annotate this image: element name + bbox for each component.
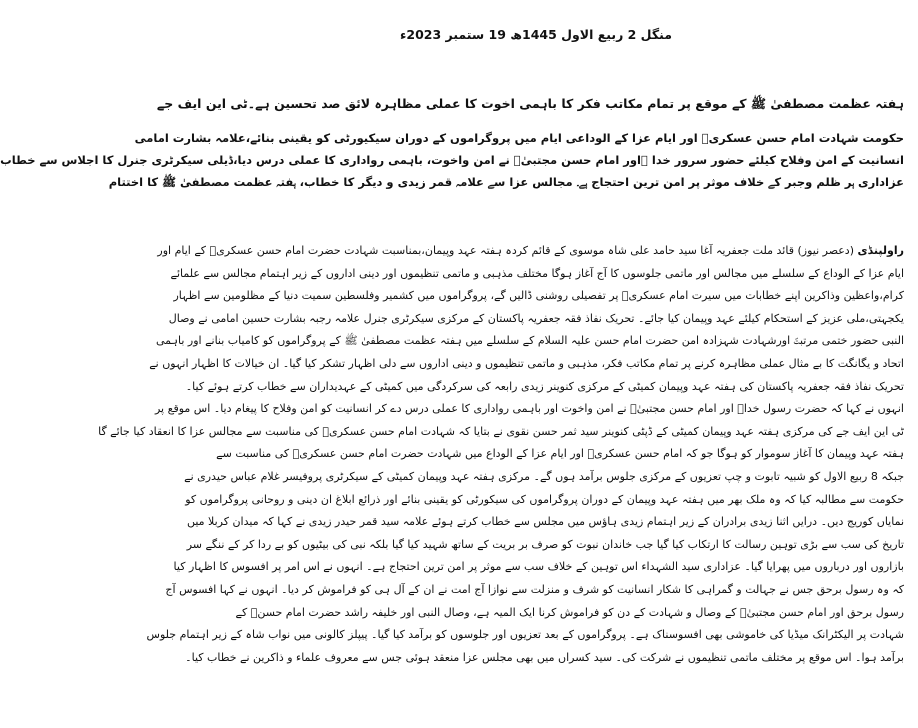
article-line: اتحاد و یگانگت کا بے مثال عملی مظاہرہ کرنے پر تمام مکاتب فکر، مذہبی و ماتمی تنظیموں و دینی اداروں سے دلی اظہار تشکر کیا گیا۔ ان خیالات کا اظہار انہوں نے xyxy=(149,356,904,370)
article-line: ہفتہ عہد وپیمان کا آغاز سوموار کو ہوگا جو کہ امام حسن عسکریؑ اور ایام عزا کے الوداع میں شہادت حضرت امام حسن عسکریؑ کی مناسبت سے xyxy=(216,447,904,461)
article-line: ایام عزا کے الوداع کے سلسلے میں مجالس اور ماتمی جلوسوں کا آج آغاز ہوگا مختلف مذہبی و ماتمی تنظیموں اور دینی اداروں کے زیر اہتمام مجالس سے علمائے xyxy=(170,266,904,280)
article-line-first xyxy=(157,240,904,263)
article-line: تاریخ کی سب سے بڑی توہین رسالت کا ارتکاب کیا گیا جب خاندان نبوت کو صرف بر بریت کے ساتھ شہید کیا گیا بلکہ نبی کی بیٹیوں کو بے ردا کر کے ننگے سر xyxy=(186,537,904,551)
subheadline-line: عزاداری ہر ظلم وجبر کے خلاف موثر پر امن ترین احتجاج ہے۔ مجالس عزا سے علامہ قمر زیدی و دیگر کا خطاب، ہفتہ عظمت مصطفیٰ ﷺ کا اختتام xyxy=(108,175,904,189)
article-line: انہوں نے کہا کہ حضرت رسول خداؐ اور امام حسن مجتبیٰؑ نے امن واخوت اور باہمی رواداری کا عملی درس دے کر انسانیت کو امن وفلاح کا پیغام دیا۔ اس موقع پر xyxy=(154,402,904,416)
subheadline-line: حکومت شہادت امام حسن عسکریؑ اور ایام عزا کے الوداعی ایام میں پروگراموں کے دوران سیکیورٹی کو یقینی بنائے،علامہ بشارت امامی xyxy=(134,131,904,145)
article-line: کرام،واعظین وذاکرین اپنے خطابات میں سیرت امام عسکریؑ پر تفصیلی روشنی ڈالیں گے، پروگراموں میں کشمیر وفلسطین سمیت دنیا کے مظلومین سے اظہار xyxy=(173,289,904,303)
article-line: النبی حضور ختمی مرتبتؐ اورشہادت شہزادہ امن حضرت امام حسن علیہ السلام کے سلسلے میں ہفتہ عظمت مصطفیٰ ﷺ کے پروگراموں کو کامیاب بنانے اور باہمی xyxy=(156,334,904,348)
article-line: تحریک نفاذ فقہ جعفریہ پاکستان کی ہفتہ عہد وپیمان کمیٹی کے مرکزی کنوینر زیدی رابعہ کی سرکردگی میں کمیٹی کے عہدیداران سے خطاب کرتے ہوئے کیا۔ xyxy=(185,379,904,393)
article-line: بازاروں اور درباروں میں پھرایا گیا۔ عزاداری سید الشہداء اس توہین کے خلاف سب سے موثر پر امن ترین احتجاج ہے۔ انہوں نے اس امر پر افسوس کا اظہار کیا xyxy=(173,560,904,574)
headline: ہفتہ عظمت مصطفیٰ ﷺ کے موقع پر تمام مکاتب فکر کا باہمی اخوت کا عملی مظاہرہ لائق صد تحسین ہے۔ٹی این ایف جے xyxy=(156,96,904,111)
place-name: راولپنڈی xyxy=(857,244,904,257)
article-line: یکجہتی،ملی عزیز کے استحکام کیلئے عہد وپیمان کیا جائے۔ تحریک نفاذ فقہ جعفریہ پاکستان کے مرکزی سیکرٹری جنرل علامہ رجبہ بشارت حسین امامی نے وصال xyxy=(168,311,904,325)
article-body xyxy=(98,240,904,669)
article-line: رسول برحق اور امام حسن مجتبیٰؑ کے وصال و شہادت کے دن کو فراموش کرنا ایک المیہ ہے، وصال النبی اور خلیفہ راشد حضرت امام حسنؑ کے xyxy=(235,605,904,619)
article-line: کہ وہ رسول برحق جس نے جہالت و گمراہی کا شکار انسانیت کو شرف و منزلت سے نوازا آج امت نے ان کے آل ہی کو فراموش کر دیا۔ انہوں نے کہا افسوس آج xyxy=(165,582,904,596)
article-line: برآمد ہوا۔ اس موقع پر مختلف ماتمی تنظیموں نے شرکت کی۔ سید کسراں میں بھی مجلس عزا منعقد ہوئی جس سے معروف علماء و ذاکرین نے خطاب کیا۔ xyxy=(185,650,904,664)
subheadlines xyxy=(0,127,904,193)
subheadline-line: انسانیت کے امن وفلاح کیلئے حضور سرور خدا ؐاور امام حسن مجتبیٰؑ نے امن واخوت، باہمی رواداری کا عملی درس دیا،ڈیلی سیکرٹری جنرل کا اجلاس سے خطاب xyxy=(0,153,904,167)
article-line: شہادت پر الیکٹرانک میڈیا کی خاموشی بھی افسوسناک ہے۔ پروگراموں کے بعد تعزیوں اور جلوسوں کو برآمد کیا گیا۔ پیپلز کالونی میں نواب شاہ کے زیر اہتمام جلوس xyxy=(146,628,904,642)
article-line: نمایاں کوریج دیں۔ درایں اثنا زیدی برادران کے زیر اہتمام زیدی ہاؤس میں مجلس سے خطاب کرتے ہوئے علامہ سید قمر حیدر زیدی نے کہا کہ میدان کربلا میں xyxy=(186,515,904,529)
dateline: منگل 2 ربیع الاول 1445ھ 19 ستمبر 2023ء xyxy=(400,27,672,42)
news-source: (دعصر نیوز) xyxy=(797,244,854,257)
article-line: ٹی این ایف جے کی مرکزی ہفتہ عہد وپیمان کمیٹی کے ڈپٹی کنوینر سید ثمر حسن نقوی نے بتایا کہ شہادت امام حسن عسکریؑ کی مناسبت سے مجالس عزا کا انعقاد کیا جائے گا xyxy=(98,424,904,438)
article-line: حکومت سے مطالبہ کیا کہ وہ ملک بھر میں ہفتہ عہد وپیمان کے دوران پروگراموں کی سیکورٹی کو یقینی بنائے اور ذرائع ابلاغ ان دینی و روحانی پروگراموں کو xyxy=(185,492,904,506)
article-line: قائد ملت جعفریہ آغا سید حامد علی شاہ موسوی کے قائم کردہ ہفتہ عہد وپیمان،بمناسبت شہادت حضرت امام حسن عسکریؑ کے ایام اور xyxy=(157,244,794,257)
article-line: جبکہ 8 ربیع الاول کو شبیہ تابوت و چپ تعزیوں کے مرکزی جلوس برآمد ہوں گے۔ مرکزی ہفتہ عہد وپیمان کمیٹی کے سیکرٹری پروفیسر غلام عباس حیدری نے xyxy=(184,469,904,483)
